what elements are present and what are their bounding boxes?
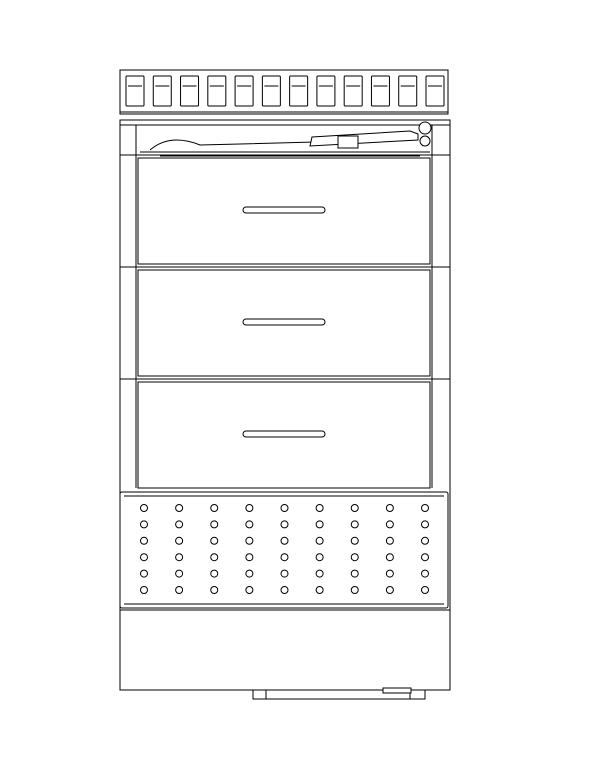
panel-hole xyxy=(386,505,393,512)
panel-hole xyxy=(281,505,288,512)
panel-hole xyxy=(176,570,183,577)
rack-slot xyxy=(371,76,389,106)
panel-hole xyxy=(176,554,183,561)
panel-hole xyxy=(351,521,358,528)
panel-hole xyxy=(281,554,288,561)
panel-hole xyxy=(246,521,253,528)
panel-hole xyxy=(141,570,148,577)
panel-hole xyxy=(176,505,183,512)
rack-slot xyxy=(344,76,362,106)
base-foot-tab xyxy=(383,688,411,693)
drawer-handle xyxy=(243,207,325,213)
panel-hole xyxy=(351,505,358,512)
panel-hole xyxy=(316,570,323,577)
panel-hole xyxy=(386,537,393,544)
panel-hole xyxy=(246,554,253,561)
panel-hole xyxy=(316,587,323,594)
rack-slot xyxy=(317,76,335,106)
panel-hole xyxy=(316,505,323,512)
panel-hole xyxy=(141,554,148,561)
panel-hole xyxy=(246,587,253,594)
panel-hole xyxy=(211,587,218,594)
mechanism-block xyxy=(338,136,358,148)
panel-hole xyxy=(211,554,218,561)
panel-hole xyxy=(211,570,218,577)
perforated-panel xyxy=(120,492,448,608)
panel-hole xyxy=(422,505,429,512)
panel-hole xyxy=(176,537,183,544)
panel-hole xyxy=(422,587,429,594)
rack-slot xyxy=(426,76,444,106)
rack-slot xyxy=(208,76,226,106)
mechanism-knob-small xyxy=(420,136,430,146)
panel-hole xyxy=(141,505,148,512)
drawer-handle xyxy=(243,319,325,325)
panel-hole xyxy=(141,521,148,528)
rack-slot xyxy=(126,76,144,106)
panel-hole xyxy=(281,570,288,577)
panel-hole xyxy=(422,554,429,561)
rack-slot xyxy=(235,76,253,106)
rack-slot xyxy=(153,76,171,106)
cabinet-base xyxy=(253,688,425,699)
panel-hole xyxy=(141,587,148,594)
panel-hole xyxy=(281,587,288,594)
panel-hole xyxy=(386,570,393,577)
drawers xyxy=(120,155,450,488)
panel-hole xyxy=(141,537,148,544)
mechanism-knob xyxy=(419,122,431,134)
panel-hole xyxy=(351,537,358,544)
panel-hole xyxy=(316,554,323,561)
panel-hole xyxy=(281,521,288,528)
panel-hole xyxy=(386,521,393,528)
panel-hole xyxy=(351,570,358,577)
panel-hole xyxy=(176,587,183,594)
panel-hole xyxy=(176,521,183,528)
panel-hole xyxy=(422,570,429,577)
panel-hole xyxy=(281,537,288,544)
panel-hole xyxy=(246,537,253,544)
panel-hole xyxy=(246,505,253,512)
drawer-handle xyxy=(243,431,325,437)
panel-hole xyxy=(316,521,323,528)
panel-hole xyxy=(211,521,218,528)
panel-hole xyxy=(316,537,323,544)
panel-hole xyxy=(386,587,393,594)
panel-hole xyxy=(422,537,429,544)
panel-hole xyxy=(422,521,429,528)
top-rack xyxy=(120,70,448,114)
mechanism-arm xyxy=(310,131,418,146)
panel-hole xyxy=(351,554,358,561)
rack-slot xyxy=(262,76,280,106)
mechanism xyxy=(140,122,431,156)
panel-hole xyxy=(211,537,218,544)
panel-hole xyxy=(386,554,393,561)
rack-slot xyxy=(399,76,417,106)
rack-slot xyxy=(290,76,308,106)
rack-slot xyxy=(181,76,199,106)
panel-hole xyxy=(351,587,358,594)
panel-hole xyxy=(211,505,218,512)
panel-hole xyxy=(246,570,253,577)
